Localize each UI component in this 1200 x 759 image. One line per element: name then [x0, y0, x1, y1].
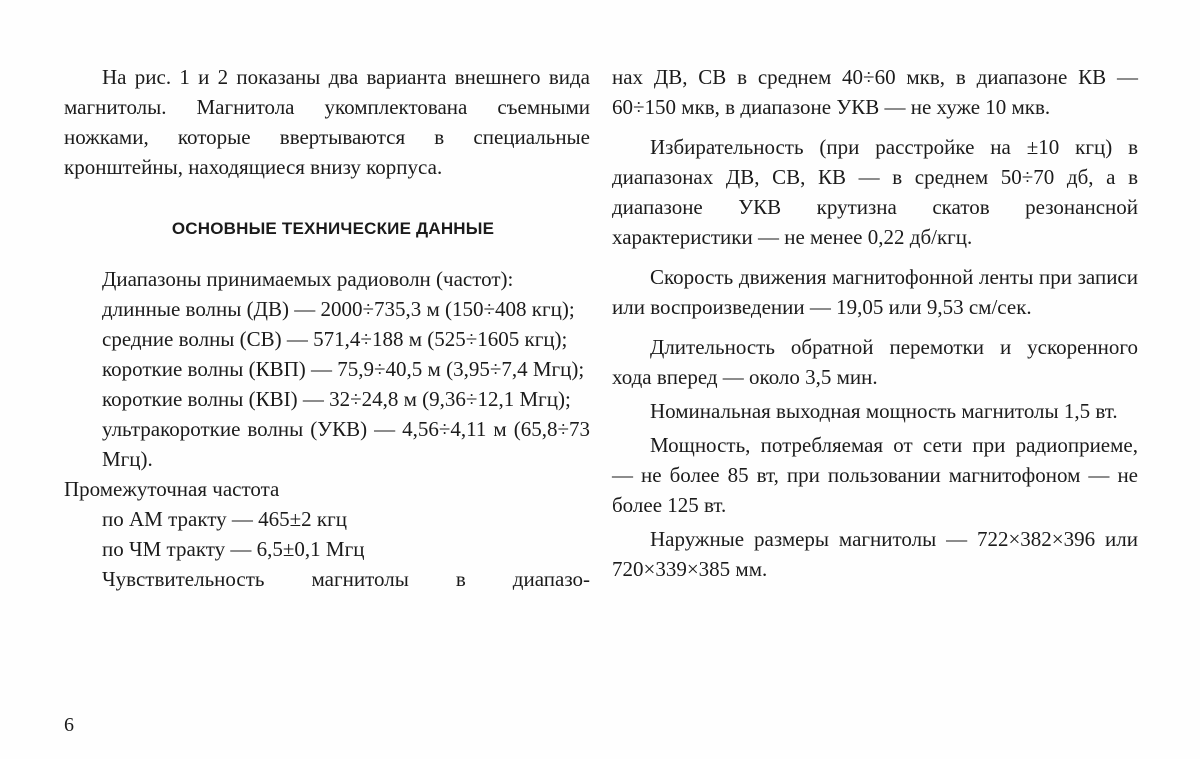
if-title: Промежуточная частота [64, 477, 280, 501]
range-item: длинные волны (ДВ) — 2000÷735,3 м (150÷408 кгц); [102, 297, 575, 321]
range-item: средние волны (СВ) — 571,4÷188 м (525÷1605 кгц); [102, 327, 568, 351]
if-fm: по ЧМ тракту — 6,5±0,1 Мгц [102, 537, 365, 561]
right-column [612, 62, 1138, 584]
if-am: по АМ тракту — 465±2 кгц [102, 507, 347, 531]
range-item: ультракороткие волны (УКВ) — 4,56÷4,11 м (65,8÷73 Мгц). [102, 417, 590, 471]
consumption-paragraph: Мощность, потребляемая от сети при радиоприеме, — не более 85 вт, при пользовании магнитофоном — не более 125 вт. [612, 433, 1138, 517]
range-item: короткие волны (КВI) — 32÷24,8 м (9,36÷12,1 Мгц); [102, 387, 571, 411]
rewind-paragraph: Длительность обратной перемотки и ускоренного хода вперед — около 3,5 мин. [612, 335, 1138, 389]
sensitivity-continuation: нах ДВ, СВ в среднем 40÷60 мкв, в диапазоне КВ — 60÷150 мкв, в диапазоне УКВ — не хуже 10 мкв. [612, 65, 1138, 119]
intro-paragraph: На рис. 1 и 2 показаны два варианта внешнего вида магнитолы. Магнитола укомплектована съемными ножками, которые ввертываются в специальные кронштейны, находящиеся внизу корпуса. [64, 65, 590, 179]
range-item: короткие волны (КВП) — 75,9÷40,5 м (3,95÷7,4 Мгц); [102, 357, 585, 381]
selectivity-paragraph: Избирательность (при расстройке на ±10 кгц) в диапазонах ДВ, СВ, КВ — в среднем 50÷70 дб, а в диапазоне УКВ крутизна скатов резонансной характеристики — не менее 0,22 дб/кгц. [612, 135, 1138, 249]
dimensions-paragraph: Наружные размеры магнитолы — 722×382×396 или 720×339×385 мм. [612, 527, 1138, 581]
output-power-paragraph: Номинальная выходная мощность магнитолы 1,5 вт. [650, 399, 1118, 423]
section-heading: ОСНОВНЫЕ ТЕХНИЧЕСКИЕ ДАННЫЕ [171, 219, 495, 238]
tape-speed-paragraph: Скорость движения магнитофонной ленты при записи или воспроизведении — 19,05 или 9,53 см/сек. [612, 265, 1138, 319]
ranges-title: Диапазоны принимаемых радиоволн (частот): [102, 267, 514, 291]
sensitivity-start: Чувствительность магнитолы в диапазо- [102, 567, 590, 591]
left-column [64, 62, 590, 594]
page-number: 6 [64, 714, 74, 736]
